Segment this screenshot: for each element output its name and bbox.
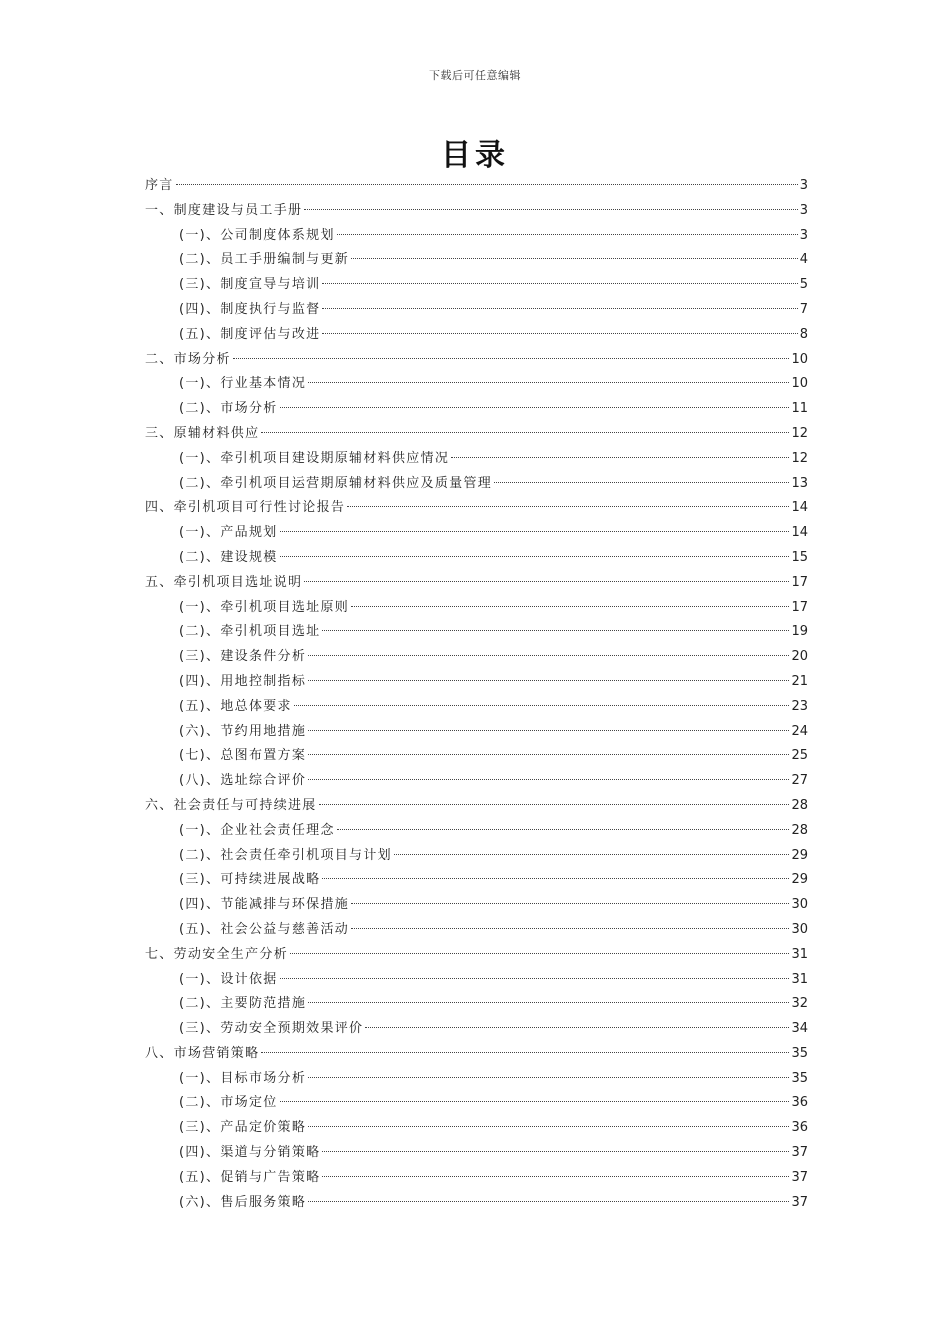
toc-dot-leader (280, 530, 790, 532)
toc-entry[interactable] (145, 819, 808, 844)
toc-entry[interactable] (145, 397, 808, 422)
toc-entry-label: (二)、牵引机项目运营期原辅材料供应及质量管理 (179, 475, 493, 491)
toc-entry-page-number: 4 (799, 252, 808, 268)
toc-entry-page-number: 14 (791, 525, 808, 541)
toc-entry-page-number: 14 (791, 500, 808, 516)
toc-entry-label: 五、牵引机项目选址说明 (145, 574, 303, 590)
toc-entry-label: (四)、渠道与分销策略 (179, 1145, 321, 1161)
toc-entry[interactable] (145, 571, 808, 596)
toc-entry-page-number: 12 (791, 450, 808, 466)
toc-dot-leader (304, 580, 789, 582)
toc-entry-label: 四、牵引机项目可行性讨论报告 (145, 500, 346, 516)
toc-entry[interactable] (145, 1067, 808, 1092)
toc-dot-leader (176, 183, 798, 185)
toc-entry[interactable] (145, 1116, 808, 1141)
toc-entry[interactable] (145, 670, 808, 695)
toc-entry[interactable] (145, 620, 808, 645)
toc-entry-label: 七、劳动安全生产分析 (145, 946, 289, 962)
toc-entry-page-number: 24 (791, 723, 808, 739)
toc-dot-leader (351, 927, 789, 929)
toc-entry-page-number: 17 (791, 599, 808, 615)
toc-entry-label: 六、社会责任与可持续进展 (145, 797, 317, 813)
toc-entry[interactable] (145, 968, 808, 993)
toc-entry-label: (四)、节能减排与环保措施 (179, 897, 350, 913)
toc-dot-leader (451, 456, 789, 458)
toc-entry-page-number: 3 (799, 227, 808, 243)
toc-entry[interactable] (145, 174, 808, 199)
toc-entry[interactable] (145, 1191, 808, 1216)
toc-entry-label: 三、原辅材料供应 (145, 425, 260, 441)
toc-dot-leader (308, 753, 789, 755)
toc-entry-label: (二)、建设规模 (179, 549, 278, 565)
toc-entry-label: (一)、行业基本情况 (179, 376, 307, 392)
toc-dot-leader (322, 332, 797, 334)
toc-entry-page-number: 36 (791, 1120, 808, 1136)
toc-entry-label: (二)、市场分析 (179, 401, 278, 417)
toc-entry-label: (二)、主要防范措施 (179, 996, 307, 1012)
toc-dot-leader (308, 1001, 789, 1003)
toc-dot-leader (280, 555, 790, 557)
toc-entry[interactable] (145, 496, 808, 521)
toc-dot-leader (280, 406, 790, 408)
toc-entry[interactable] (145, 769, 808, 794)
toc-entry[interactable] (145, 472, 808, 497)
toc-entry[interactable] (145, 992, 808, 1017)
toc-entry-page-number: 36 (791, 1095, 808, 1111)
toc-entry-page-number: 28 (791, 797, 808, 813)
toc-dot-leader (351, 257, 798, 259)
toc-entry-page-number: 8 (799, 326, 808, 342)
toc-dot-leader (322, 877, 789, 879)
page-header: 下载后可任意编辑 (429, 69, 521, 82)
toc-entry-page-number: 34 (791, 1021, 808, 1037)
toc-entry-label: (三)、劳动安全预期效果评价 (179, 1021, 364, 1037)
toc-dot-leader (261, 431, 789, 433)
toc-entry[interactable] (145, 422, 808, 447)
toc-dot-leader (308, 654, 789, 656)
toc-entry-label: (六)、售后服务策略 (179, 1194, 307, 1210)
toc-entry-label: (一)、产品规划 (179, 525, 278, 541)
toc-entry-page-number: 28 (791, 822, 808, 838)
toc-entry[interactable] (145, 744, 808, 769)
toc-entry[interactable] (145, 844, 808, 869)
toc-dot-leader (290, 952, 789, 954)
toc-dot-leader (308, 778, 789, 780)
toc-dot-leader (233, 357, 790, 359)
toc-entry-page-number: 3 (799, 202, 808, 218)
toc-entry[interactable] (145, 199, 808, 224)
toc-dot-leader (319, 803, 790, 805)
toc-entry-label: (一)、牵引机项目选址原则 (179, 599, 350, 615)
toc-entry[interactable] (145, 372, 808, 397)
toc-dot-leader (337, 233, 798, 235)
toc-dot-leader (494, 481, 789, 483)
toc-entry[interactable] (145, 943, 808, 968)
toc-dot-leader (322, 282, 797, 284)
toc-entry[interactable] (145, 893, 808, 918)
toc-entry-page-number: 20 (791, 649, 808, 665)
toc-dot-leader (322, 629, 789, 631)
toc-entry-page-number: 30 (791, 921, 808, 937)
toc-entry-page-number: 21 (791, 673, 808, 689)
toc-dot-leader (304, 208, 797, 210)
toc-entry-page-number: 11 (791, 401, 808, 417)
toc-dot-leader (308, 381, 789, 383)
toc-entry-page-number: 3 (799, 178, 808, 193)
toc-entry[interactable] (145, 596, 808, 621)
toc-entry-page-number: 10 (791, 351, 808, 367)
toc-entry-page-number: 10 (791, 376, 808, 392)
toc-entry[interactable] (145, 273, 808, 298)
toc-entry-label: 二、市场分析 (145, 351, 231, 367)
toc-dot-leader (322, 1150, 789, 1152)
toc-entry[interactable] (145, 645, 808, 670)
toc-entry-page-number: 29 (791, 847, 808, 863)
toc-dot-leader (365, 1026, 789, 1028)
toc-entry-page-number: 7 (799, 301, 808, 317)
toc-entry-page-number: 13 (791, 475, 808, 491)
toc-entry-label: (二)、市场定位 (179, 1095, 278, 1111)
toc-entry-label: (三)、建设条件分析 (179, 649, 307, 665)
toc-entry[interactable] (145, 720, 808, 745)
toc-dot-leader (294, 704, 790, 706)
toc-entry[interactable] (145, 868, 808, 893)
toc-entry[interactable] (145, 521, 808, 546)
toc-entry-page-number: 35 (791, 1045, 808, 1061)
toc-entry-page-number: 31 (791, 971, 808, 987)
toc-dot-leader (308, 1076, 789, 1078)
toc-entry-page-number: 32 (791, 996, 808, 1012)
toc-dot-leader (261, 1051, 789, 1053)
toc-entry-label: (五)、制度评估与改进 (179, 326, 321, 342)
toc-entry-label: (五)、促销与广告策略 (179, 1169, 321, 1185)
toc-entry[interactable] (145, 224, 808, 249)
toc-entry-page-number: 12 (791, 425, 808, 441)
toc-entry-label: (四)、用地控制指标 (179, 673, 307, 689)
toc-dot-leader (308, 679, 789, 681)
toc-dot-leader (308, 1200, 789, 1202)
toc-dot-leader (308, 729, 789, 731)
toc-entry-label: (五)、社会公益与慈善活动 (179, 921, 350, 937)
toc-entry-page-number: 37 (791, 1169, 808, 1185)
toc-entry-label: (一)、公司制度体系规划 (179, 227, 335, 243)
toc-dot-leader (347, 505, 789, 507)
toc-entry-label: (四)、制度执行与监督 (179, 301, 321, 317)
toc-dot-leader (280, 1100, 790, 1102)
toc-entry-page-number: 5 (799, 277, 808, 293)
toc-entry-label: (三)、产品定价策略 (179, 1120, 307, 1136)
toc-entry-page-number: 19 (791, 624, 808, 640)
toc-entry[interactable] (145, 1042, 808, 1067)
toc-entry[interactable] (145, 1091, 808, 1116)
toc-entry[interactable] (145, 323, 808, 348)
toc-entry[interactable] (145, 695, 808, 720)
toc-entry[interactable] (145, 1141, 808, 1166)
toc-entry-label: (一)、设计依据 (179, 971, 278, 987)
toc-entry[interactable] (145, 298, 808, 323)
toc-dot-leader (308, 1125, 789, 1127)
toc-entry-page-number: 25 (791, 748, 808, 764)
toc-entry-label: (六)、节约用地措施 (179, 723, 307, 739)
toc-entry-page-number: 15 (791, 549, 808, 565)
toc-entry[interactable] (145, 918, 808, 943)
toc-entry-label: (三)、可持续进展战略 (179, 872, 321, 888)
toc-entry-label: (二)、社会责任牵引机项目与计划 (179, 847, 392, 863)
toc-dot-leader (322, 307, 797, 309)
toc-entry-page-number: 31 (791, 946, 808, 962)
toc-dot-leader (394, 853, 790, 855)
toc-dot-leader (351, 902, 789, 904)
toc-entry-label: 一、制度建设与员工手册 (145, 202, 303, 218)
toc-dot-leader (337, 828, 790, 830)
page-title: 目录 (441, 138, 509, 173)
toc-dot-leader (322, 1175, 789, 1177)
toc-entry[interactable] (145, 348, 808, 373)
toc-dot-leader (280, 977, 790, 979)
toc-entry-page-number: 29 (791, 872, 808, 888)
toc-entry-page-number: 37 (791, 1194, 808, 1210)
toc-entry[interactable] (145, 1166, 808, 1191)
toc-entry-page-number: 37 (791, 1145, 808, 1161)
toc-entry-page-number: 30 (791, 897, 808, 913)
toc-dot-leader (351, 605, 789, 607)
toc-entry[interactable] (145, 794, 808, 819)
toc-entry-label: (一)、目标市场分析 (179, 1070, 307, 1086)
toc-entry-page-number: 23 (791, 698, 808, 714)
toc-entry[interactable] (145, 248, 808, 273)
table-of-contents (145, 174, 808, 1215)
toc-entry[interactable] (145, 546, 808, 571)
toc-entry-label: (八)、选址综合评价 (179, 773, 307, 789)
toc-entry-label: (七)、总图布置方案 (179, 748, 307, 764)
toc-entry[interactable] (145, 447, 808, 472)
toc-entry-label: (二)、牵引机项目选址 (179, 624, 321, 640)
toc-entry-label: (五)、地总体要求 (179, 698, 292, 714)
toc-entry-label: 序言 (145, 178, 174, 193)
toc-entry[interactable] (145, 1017, 808, 1042)
toc-entry-page-number: 27 (791, 773, 808, 789)
toc-entry-label: (一)、企业社会责任理念 (179, 822, 335, 838)
toc-entry-label: 八、市场营销策略 (145, 1045, 260, 1061)
toc-entry-label: (一)、牵引机项目建设期原辅材料供应情况 (179, 450, 450, 466)
toc-entry-label: (二)、员工手册编制与更新 (179, 252, 350, 268)
toc-entry-label: (三)、制度宣导与培训 (179, 277, 321, 293)
toc-entry-page-number: 35 (791, 1070, 808, 1086)
toc-entry-page-number: 17 (791, 574, 808, 590)
